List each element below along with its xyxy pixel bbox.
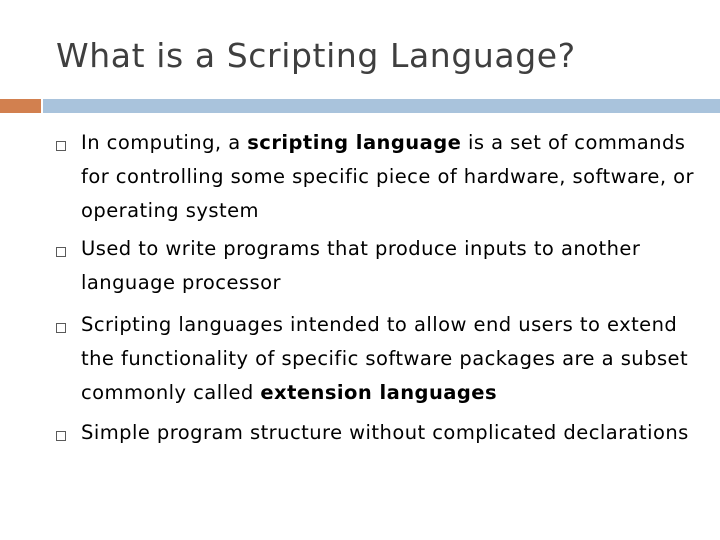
hollow-square-icon [56,141,66,151]
bullet-bold-term: scripting language [247,131,462,154]
slide-title: What is a Scripting Language? [56,36,576,75]
bullet-bold-term: extension languages [260,381,498,404]
bullet-text: Used to write programs that produce inputs to another language processor [81,237,641,294]
title-divider-accent [0,99,41,113]
hollow-square-icon [56,247,66,257]
hollow-square-icon [56,431,66,441]
title-divider-bar [43,99,720,113]
hollow-square-icon [56,323,66,333]
bullet-text: Simple program structure without complicated declarations [81,421,689,444]
bullet-text: Scripting languages intended to allow end users to extend the functionality of specific software packages are a subset commonly called extension languages [81,313,689,404]
bullet-text: In computing, a scripting language is a set of commands for controlling some specific piece of hardware, software, or operating system [81,131,695,222]
